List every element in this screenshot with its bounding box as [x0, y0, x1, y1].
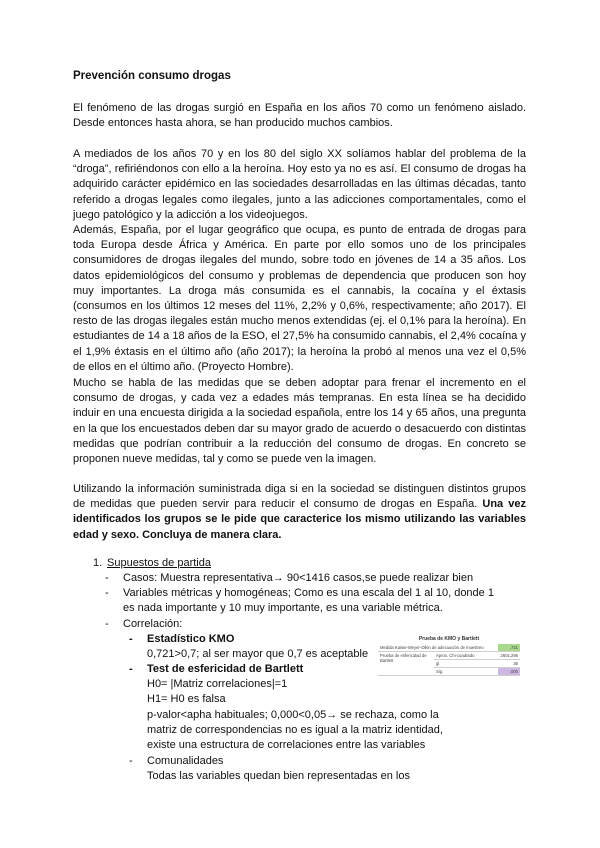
dash-bullet: - — [105, 587, 109, 599]
paragraph-history: A mediados de los años 70 y en los 80 del siglo XX solíamos hablar del problema de la “droga”, refiriéndonos con ello a la heroína. Hoy esto ya no es así. El consumo de drogas ha adquirido carácter epidémico en las sociedades desarrolladas en las últimas décadas, tanto referido a drogas legales como ilegales, junto a las adicciones comportamentales, como el juego patológico y la adicción a los videojuegos. — [73, 148, 526, 221]
list-item-label: Supuestos de partida — [107, 557, 211, 569]
table-caption: Prueba de KMO y Bartlett — [418, 636, 480, 642]
table-cell: Prueba de esfericidad de Bartlett — [378, 652, 434, 676]
kmo-value-cell: ,721 — [498, 644, 520, 652]
dash-bullet: - — [105, 618, 109, 630]
dash-bullet: - — [129, 633, 133, 645]
sig-value-cell: ,000 — [498, 668, 520, 676]
paragraph-intro: El fenómeno de las drogas surgió en España en los años 70 como un fenómeno aislado. Desde entonces hasta ahora, se han producido muchos cambios. — [73, 102, 526, 130]
table-cell: Aprox. Chi-cuadrado — [434, 652, 498, 660]
dash-bullet: - — [129, 663, 133, 675]
table-cell: Medida Kaiser-Meyer-Olkin de adecuación de muestreo — [378, 644, 498, 652]
table-cell: 2601,295 — [498, 652, 520, 660]
casos-text: Casos: Muestra representativa→ 90<1416 casos,se puede realizar bien — [123, 572, 474, 584]
h0-text: H0= |Matriz correlaciones|=1 — [147, 678, 288, 691]
paragraph-task — [73, 482, 526, 543]
table-cell: 36 — [498, 660, 520, 668]
dash-bullet: - — [129, 755, 133, 767]
kmo-bartlett-table — [378, 636, 520, 676]
page-title: Prevención consumo drogas — [73, 70, 231, 82]
bartlett-heading: Test de esfericidad de Bartlett — [147, 663, 304, 675]
table-row — [378, 644, 520, 652]
variables-text: Variables métricas y homogéneas; Como es una escala del 1 al 10, donde 1 es nada importante y 10 muy importante, es una variable métrica. — [123, 587, 494, 615]
dash-bullet: - — [105, 572, 109, 584]
comunalidades-label: Comunalidades — [147, 755, 224, 767]
task-text-bold: Una vez identificados los grupos se le pide que caracterice los mismo utilizando las variables edad y sexo. Concluya de manera clara. — [73, 498, 526, 541]
table-cell: Sig. — [434, 668, 498, 676]
list-number: 1. — [93, 557, 103, 569]
correlacion-text: Correlación: — [123, 618, 183, 630]
kmo-heading: Estadístico KMO — [147, 633, 235, 645]
table-row — [378, 652, 520, 660]
h1-text: H1= H0 es falsa — [147, 693, 226, 706]
paragraph-spain-data: Además, España, por el lugar geográfico que ocupa, es punto de entrada de drogas para toda Europa desde África y América. En parte por ello somos uno de los principales consumidores de drogas ilegales del mundo, sobre todo en jóvenes de 14 a 35 años. Los datos epidemiológicos del consumo y problemas de dependencia que producen son hoy muy importantes. La droga más consumida es el cannabis, la cocaína y el éxtasis (consumos en los últimos 12 meses del 11%, 2,2% y 0,6%, respectivamente; año 2017). El resto de las drogas ilegales están mucho menos extendidas (ej. el 0,1% para la heroína). En estudiantes de 14 a 18 años de la ESO, el 27,5% ha consumido cannabis, el 2,4% cocaína y el 1,9% éxtasis en el último año (año 2017); la heroína la probó al menos una vez el 0,5% de ellos en el último año. (Proyecto Hombre). — [73, 224, 526, 373]
kmo-text: 0,721>0,7; al ser mayor que 0,7 es aceptable — [147, 648, 369, 661]
table-cell: gl — [434, 660, 498, 668]
comunalidades-text: Todas las variables quedan bien representadas en los — [147, 770, 410, 782]
paragraph-survey: Mucho se habla de las medidas que se deben adoptar para frenar el incremento en el consumo de drogas, y cada vez a edades más tempranas. En esta línea se ha decidido induir en una encuesta dirigida a la sociedad española, entre los 14 y 65 años, una pregunta en la que los encuestados deben dar su mayor grado de acuerdo o desacuerdo con distintas medidas que podrían contribuir a la reducción del consumo de drogas. En concreto se proponen nueve medidas, tal y como se puede ven la imagen. — [73, 377, 526, 466]
pvalor-text: p-valor<apha habituales; 0,000<0,05→ se rechaza, como la matriz de correspondencias no es igual a la matriz identidad, existe una estructura de correlaciones entre las variables — [147, 709, 443, 752]
task-text: Utilizando la información suministrada diga si en la sociedad se distinguen distintos grupos de medidas que pueden servir para reducir el consumo de drogas en España. — [73, 483, 526, 511]
